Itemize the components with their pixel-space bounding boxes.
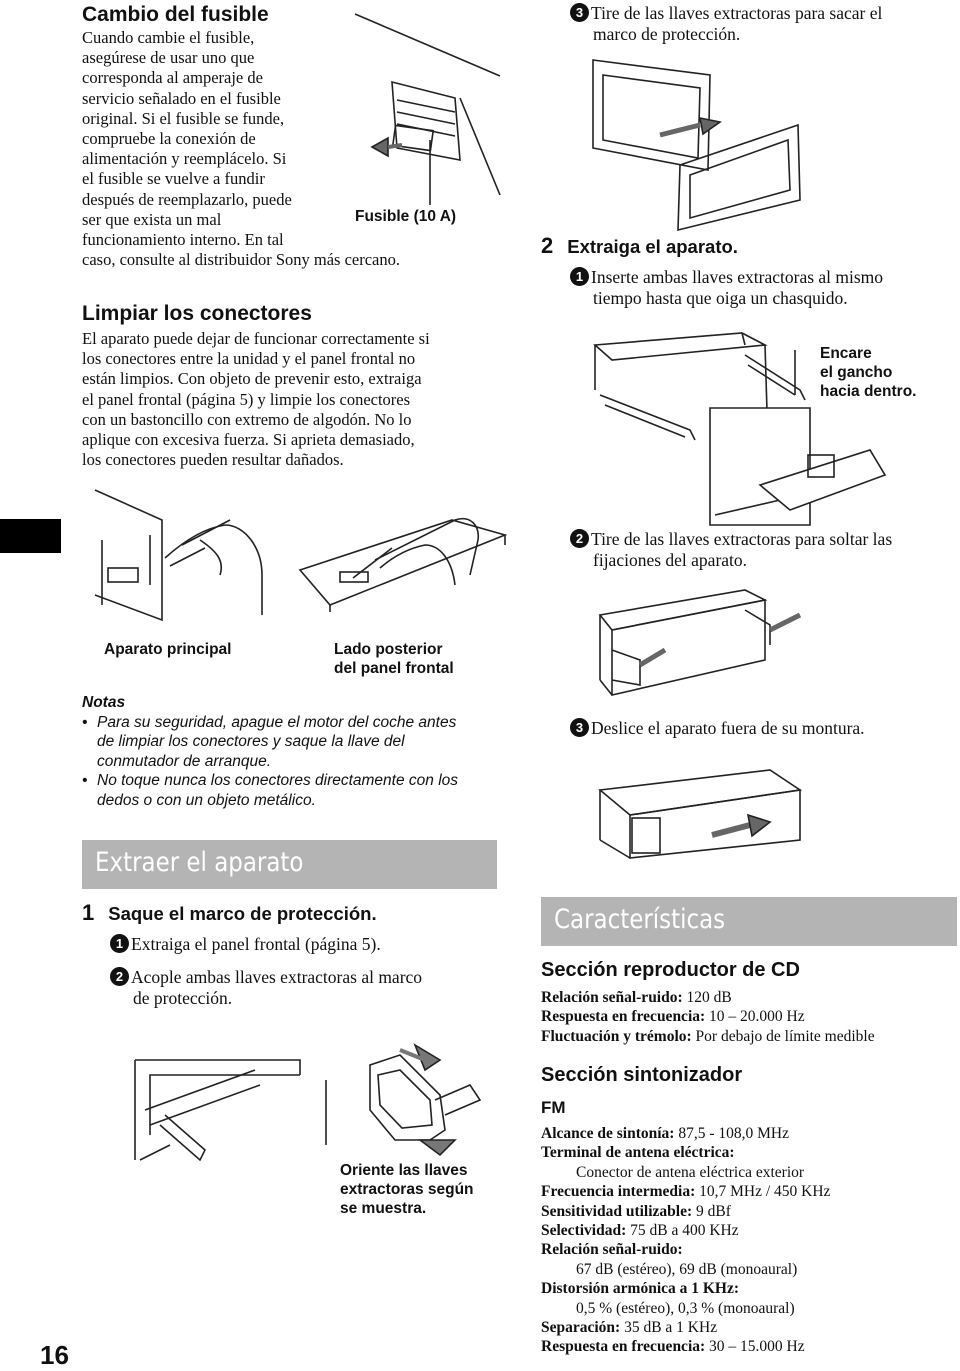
substep-text: marco de protección. <box>593 24 741 44</box>
spec-key: Fluctuación y trémolo: <box>541 1027 692 1045</box>
substep-text: Tire de las llaves extractoras para soltar las <box>591 529 893 549</box>
substep-text: Extraiga el panel frontal (página 5). <box>131 934 381 954</box>
clean-line: los conectores entre la unidad y el panel frontal no <box>82 349 416 369</box>
cd-specs <box>541 988 956 1046</box>
substep-number: 1 <box>570 267 589 286</box>
spec-key: Sensitividad utilizable: <box>541 1202 693 1220</box>
spec-value: 75 dB a 400 KHz <box>626 1222 739 1240</box>
orient-line: Oriente las llaves <box>340 1162 468 1179</box>
notes-title: Notas <box>82 694 126 711</box>
note-line: Para su seguridad, apague el motor del coche antes <box>97 713 457 731</box>
spec-row <box>541 1007 956 1026</box>
spec-row <box>541 1027 956 1046</box>
spec-row <box>541 1318 956 1337</box>
note-line: dedos o con un objeto metálico. <box>97 791 316 809</box>
substep-number: 2 <box>570 529 589 548</box>
note-line: No toque nunca los conectores directamente con los <box>97 772 459 789</box>
clean-line: están limpios. Con objeto de prevenir esto, extraiga <box>82 369 422 389</box>
orient-line: se muestra. <box>340 1200 427 1217</box>
substep-text: Acople ambas llaves extractoras al marco <box>131 967 423 987</box>
clean-line: el panel frontal (página 5) y limpie los conectores <box>82 389 411 409</box>
spec-value: 10,7 MHz / 450 KHz <box>695 1183 831 1201</box>
substep-number: 2 <box>110 967 129 986</box>
fm-heading: FM <box>541 1098 566 1117</box>
bullet: • <box>82 713 88 731</box>
remove-banner-text: Extraer el aparato <box>95 847 304 878</box>
fm-specs <box>541 1124 956 1357</box>
substep-number: 1 <box>110 934 129 953</box>
clean-line: aplique con excesiva fuerza. Si aprieta demasiado, <box>82 430 415 450</box>
spec-value: 87,5 - 108,0 MHz <box>674 1125 789 1142</box>
spec-row <box>541 1221 956 1240</box>
substep-text: de protección. <box>133 988 233 1008</box>
substep-text: Deslice el aparato fuera de su montura. <box>591 718 865 738</box>
substep-text: Inserte ambas llaves extractoras al mismo <box>591 267 884 287</box>
fuse-line: servicio señalado en el fusible <box>82 88 281 108</box>
main-unit-label: Aparato principal <box>104 641 232 658</box>
step-number: 2 <box>541 233 554 258</box>
hook-line: el gancho <box>820 364 893 381</box>
fuse-line: funcionamiento interno. En tal <box>82 230 284 250</box>
spec-value: 120 dB <box>682 989 732 1006</box>
page-number: 16 <box>40 1340 69 1370</box>
fuse-line: Cuando cambie el fusible, <box>82 28 255 47</box>
fuse-label: Fusible (10 A) <box>355 208 457 225</box>
specs-banner <box>541 897 957 946</box>
spec-row <box>541 988 956 1007</box>
orient-line: extractoras según <box>340 1181 474 1198</box>
clean-line: El aparato puede dejar de funcionar correctamente si <box>82 329 430 348</box>
spec-row <box>541 1260 956 1279</box>
back-panel-label-line: Lado posterior <box>334 641 443 658</box>
spec-row <box>541 1124 956 1143</box>
fuse-title: Cambio del fusible <box>82 3 269 26</box>
spec-value: 67 dB (estéreo), 69 dB (monoaural) <box>576 1260 798 1278</box>
fuse-line: original. Si el fusible se funde, <box>82 108 285 128</box>
substep-text: fijaciones del aparato. <box>593 550 748 570</box>
spec-key: Terminal de antena eléctrica: <box>541 1144 735 1162</box>
tuner-section-title: Sección sintonizador <box>541 1064 743 1086</box>
spec-key: Respuesta en frecuencia: <box>541 1008 706 1026</box>
spec-key: Selectividad: <box>541 1222 627 1240</box>
spec-key: Separación: <box>541 1319 621 1337</box>
fuse-line: corresponda al amperaje de <box>82 68 263 88</box>
substep-text: Tire de las llaves extractoras para sacar el <box>591 3 883 23</box>
spec-row <box>541 1202 956 1221</box>
fuse-line: caso, consulte al distribuidor Sony más cercano. <box>82 250 401 270</box>
substep-number: 3 <box>570 718 589 737</box>
note-line: de limpiar los conectores y saque la llave del <box>97 733 405 750</box>
spec-row <box>541 1143 956 1162</box>
hook-line: hacia dentro. <box>820 383 917 400</box>
hook-line: Encare <box>820 345 872 362</box>
step-title-text: Extraiga el aparato. <box>567 236 738 257</box>
substep-text: tiempo hasta que oiga un chasquido. <box>593 288 848 308</box>
back-panel-label-line: del panel frontal <box>334 660 454 677</box>
spec-value: 10 – 20.000 Hz <box>705 1008 805 1026</box>
spec-row <box>541 1279 956 1298</box>
spec-value: Por debajo de límite medible <box>691 1027 875 1045</box>
spec-row <box>541 1299 956 1318</box>
spec-row <box>541 1240 956 1259</box>
step-title-text: Saque el marco de protección. <box>108 903 377 924</box>
fuse-line: después de reemplazarlo, puede <box>82 189 292 209</box>
spec-key: Frecuencia intermedia: <box>541 1183 696 1201</box>
spec-value: 9 dBf <box>692 1202 731 1220</box>
spec-row <box>541 1337 956 1356</box>
spec-value: 35 dB a 1 KHz <box>620 1319 718 1337</box>
fuse-line: compruebe la conexión de <box>82 129 256 149</box>
step-number: 1 <box>82 900 95 925</box>
spec-key: Relación señal-ruido: <box>541 1241 683 1259</box>
cd-section-title: Sección reproductor de CD <box>541 959 800 981</box>
clean-line: los conectores pueden resultar dañados. <box>82 450 344 470</box>
spec-value: 0,5 % (estéreo), 0,3 % (monoaural) <box>576 1299 795 1317</box>
spec-value: 30 – 15.000 Hz <box>705 1338 805 1356</box>
substep-number: 3 <box>570 3 589 22</box>
note-line: conmutador de arranque. <box>97 752 272 770</box>
specs-banner-text: Características <box>554 904 726 935</box>
clean-line: con un bastoncillo con extremo de algodón. No lo <box>82 409 412 429</box>
fuse-line: asegúrese de usar uno que <box>82 48 255 68</box>
spec-row <box>541 1163 956 1182</box>
clean-title: Limpiar los conectores <box>82 302 312 325</box>
spec-key: Distorsión armónica a 1 KHz: <box>541 1280 740 1298</box>
spec-key: Alcance de sintonía: <box>541 1125 675 1142</box>
bullet: • <box>82 772 88 789</box>
spec-key: Relación señal-ruido: <box>541 989 683 1006</box>
fuse-line: ser que exista un mal <box>82 209 222 229</box>
fuse-line: el fusible se vuelve a fundir <box>82 169 265 189</box>
spec-row <box>541 1182 956 1201</box>
fuse-line: alimentación y reemplácelo. Si <box>82 149 287 169</box>
spec-value: Conector de antena eléctrica exterior <box>576 1163 805 1181</box>
spec-key: Respuesta en frecuencia: <box>541 1338 706 1356</box>
